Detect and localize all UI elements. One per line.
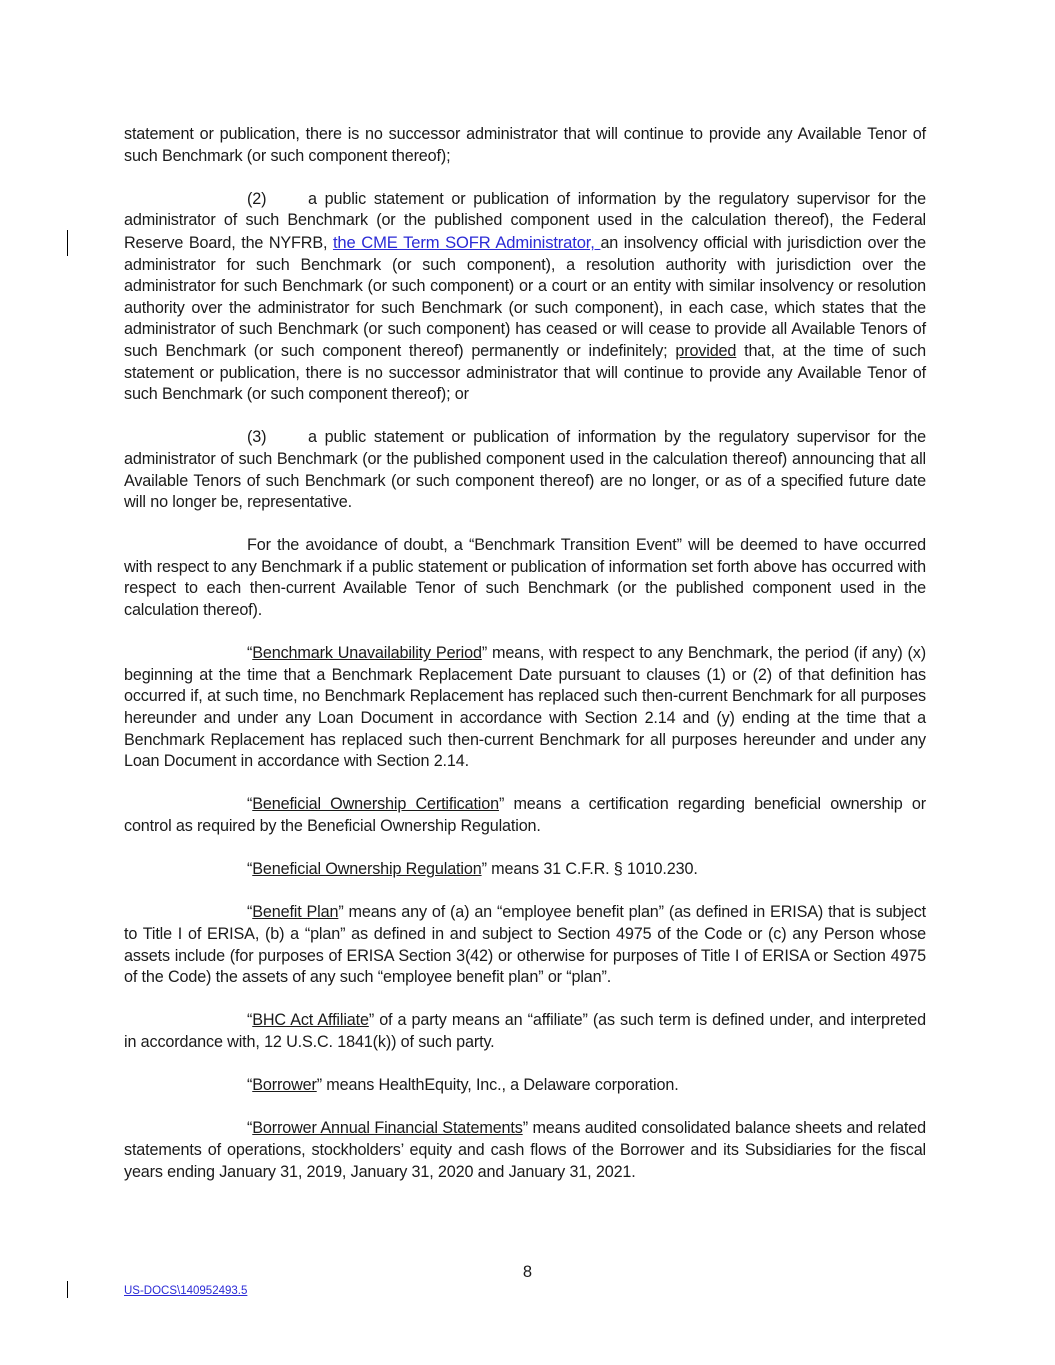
defined-term: Benchmark Unavailability Period <box>252 644 482 663</box>
paragraph-continuation: statement or publication, there is no successor administrator that will continue to provide any Available Tenor of such Benchmark (or such component thereof); <box>124 125 926 165</box>
paragraph-clause-2: (2) a public statement or publication of information by the regulatory supervisor for the administrator of such Benchmark (or the published component used in the calculation thereof), the Federal Reserve Board, the NYFRB, the CME Term SOFR Administrator, an insolvency official with jurisdiction over the administrator for such Benchmark (or such component), a resolution authority with jurisdiction over the administrator for such Benchmark (or such component) or a court or an entity with similar insolvency or resolution authority over the administrator for such Benchmark (or such component), in each case, which states that the administrator of such Benchmark (or such component) has ceased or will cease to provide all Available Tenors of such Benchmark (or such component thereof) permanently or indefinitely; provided that, at the time of such statement or publication, there is no successor administrator that will continue to provide any Available Tenor of such Benchmark (or such component thereof); or <box>124 189 927 404</box>
defined-term: BHC Act Affiliate <box>252 1011 369 1030</box>
defined-term: Borrower Annual Financial Statements <box>252 1119 523 1138</box>
inserted-text-link[interactable]: the CME Term SOFR Administrator, <box>332 232 601 252</box>
page-number: 8 <box>522 1263 533 1281</box>
defined-term: Beneficial Ownership Regulation <box>252 860 482 879</box>
defined-term: Beneficial Ownership Certification <box>252 795 499 814</box>
paragraph-avoidance: For the avoidance of doubt, a “Benchmark Transition Event” will be deemed to have occurred with respect to any Benchmark if a public statement or publication of information set forth above has occurred with respect to each then-current Available Tenor of such Benchmark (or the published component used in the calculation thereof). <box>124 536 926 620</box>
definition-borrower-annual-financial-statements: “Borrower Annual Financial Statements” means audited consolidated balance sheets and related statements of operations, stockholders’ equity and cash flows of the Borrower and its Subsidiaries for the fiscal years ending January 31, 2019, January 31, 2020 and January 31, 2021. <box>124 1119 926 1181</box>
change-bar <box>67 230 68 256</box>
change-bar-footer <box>67 1281 68 1298</box>
definition-benefit-plan: “Benefit Plan” means any of (a) an “employee benefit plan” (as defined in ERISA) that is subject to Title I of ERISA, (b) a “plan” as defined in and subject to Section 4975 of the Code or (c) any Person whose assets include (for purposes of ERISA Section 3(42) or otherwise for purposes of Title I of ERISA or Section 4975 of the Code) the assets of any such “employee benefit plan” or “plan”. <box>124 903 926 987</box>
document-body <box>124 124 926 1205</box>
provided-term: provided <box>675 341 737 360</box>
defined-term: Benefit Plan <box>252 903 339 922</box>
definition-benchmark-unavailability-period: “Benchmark Unavailability Period” means, with respect to any Benchmark, the period (if any) (x) beginning at the time that a Benchmark Replacement Date pursuant to clauses (1) or (2) of that definition has occurred if, at such time, no Benchmark Replacement has replaced such then-current Benchmark for all purposes hereunder and under any Loan Document in accordance with Section 2.14 and (y) ending at the time that a Benchmark Replacement has replaced such then-current Benchmark for all purposes hereunder and under any Loan Document in accordance with Section 2.14. <box>124 644 926 771</box>
definition-borrower: “Borrower” means HealthEquity, Inc., a Delaware corporation. <box>247 1076 679 1095</box>
definition-beneficial-ownership-regulation: “Beneficial Ownership Regulation” means 31 C.F.R. § 1010.230. <box>247 860 698 879</box>
definition-beneficial-ownership-certification: “Beneficial Ownership Certification” means a certification regarding beneficial ownership or control as required by the Beneficial Ownership Regulation. <box>124 795 926 835</box>
defined-term: Borrower <box>252 1076 317 1095</box>
document-id-link[interactable]: US-DOCS\140952493.5 <box>124 1285 248 1297</box>
clause-number: (3) <box>247 428 267 447</box>
clause-number: (2) <box>247 189 267 208</box>
definition-bhc-act-affiliate: “BHC Act Affiliate” of a party means an “affiliate” (as such term is defined under, and interpreted in accordance with, 12 U.S.C. 1841(k)) of such party. <box>124 1011 927 1051</box>
paragraph-clause-3: (3) a public statement or publication of information by the regulatory supervisor for the administrator of such Benchmark (or the published component used in the calculation thereof) announcing that all Available Tenors of such Benchmark (or such component thereof) are no longer, or as of a specified future date will no longer be, representative. <box>124 428 926 512</box>
